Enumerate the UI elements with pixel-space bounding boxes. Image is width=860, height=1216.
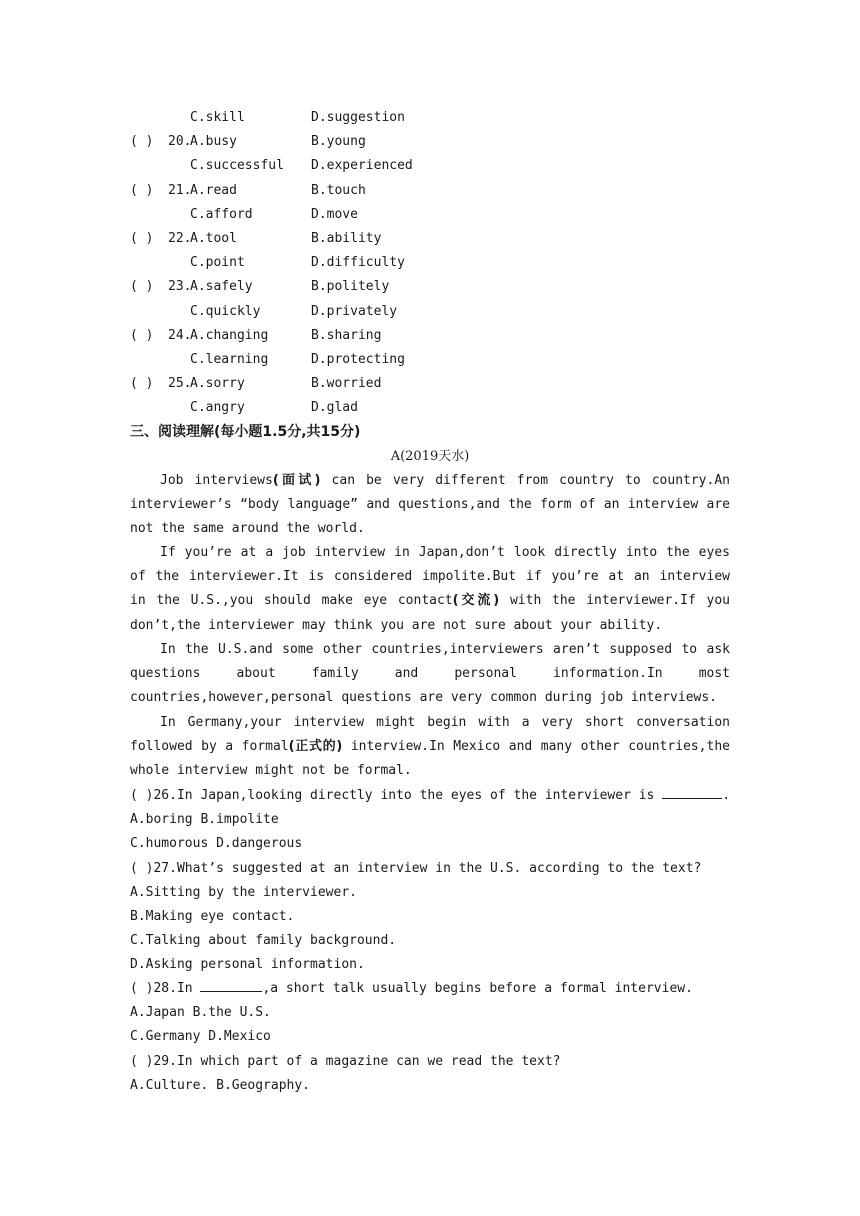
option-left: C.point [190,255,245,271]
option-left: A.read [190,182,237,198]
cloze-option-row [0,324,860,348]
passage-title: A(2019天水) [390,449,470,464]
cloze-option-row [0,179,860,203]
question-number: 21. [168,182,192,198]
cloze-option-row [0,275,860,299]
option-right: B.ability [311,231,382,246]
option-left: C.angry [190,400,245,416]
answer-bracket[interactable]: ( ) [130,182,154,198]
question-27: ( )27.What’s suggested at an interview in the U.S. according to the text? [130,861,702,876]
option-left: C.learning [190,352,269,367]
cloze-option-row [0,227,860,251]
cloze-option-row [0,106,860,130]
question-27-option-b: B.Making eye contact. [130,909,295,924]
question-26-options-1: A.boring B.impolite [130,812,279,827]
question-number: 24. [168,327,192,343]
paragraph-1-text: Job interviews [160,473,273,488]
question-27-option-c: C.Talking about family background. [130,933,397,948]
option-right: D.suggestion [311,110,405,125]
question-27-option-d: D.Asking personal information. [130,957,365,972]
option-right: D.move [311,206,358,222]
option-right: B.sharing [311,327,382,343]
section-title: 三、阅读理解(每小题1.5分,共15分) [130,424,361,440]
paragraph-3 [130,638,730,711]
cloze-option-row [0,396,860,420]
answer-bracket[interactable]: ( ) [130,376,154,392]
cloze-option-row [0,348,860,372]
paragraph-4-text-cont: interview.In Mexico and many other countries,the whole interview might not be formal. [130,739,730,779]
option-left: C.skill [190,110,245,125]
paragraph-2 [130,541,730,638]
option-right: D.glad [311,400,358,416]
question-28-options-2: C.Germany D.Mexico [130,1029,271,1044]
gloss-interview: (面试) [272,473,321,488]
question-28-end: ,a short talk usually begins before a formal interview. [262,981,693,996]
option-right: D.experienced [311,158,413,174]
option-left: C.quickly [190,303,261,319]
cloze-option-row [0,251,860,275]
paragraph-4-text: In Germany,your interview might begin with a very short conversation followed by a formal [130,715,730,755]
paragraph-2-text: If you’re at a job interview in Japan,don’t look directly into the eyes of the interviewer.It is considered impolite.But if you’re at an interview in the U.S.,you should make eye contact [130,545,730,609]
option-left: A.safely [190,279,253,295]
question-26 [130,784,730,808]
cloze-option-row [0,300,860,324]
option-right: D.privately [311,303,398,319]
gloss-formal: (正式的) [288,739,343,755]
option-right: B.young [311,134,366,150]
question-number: 23. [168,279,192,295]
question-number: 22. [168,231,192,246]
option-right: B.politely [311,279,390,295]
option-left: A.changing [190,327,269,343]
answer-bracket[interactable]: ( ) [130,134,154,150]
question-26-options-2: C.humorous D.dangerous [130,836,303,851]
option-left: C.afford [190,206,253,222]
cloze-option-row [0,372,860,396]
question-26-stem: ( )26.In Japan,looking directly into the eyes of the interviewer is [130,788,663,803]
option-left: A.tool [190,231,237,246]
paragraph-1-text-cont: can be very different from country to country.An interviewer’s “body language” and questions,and the form of an interview are not the same around the world. [130,473,730,537]
answer-bracket[interactable]: ( ) [130,231,154,246]
question-28-options-1: A.Japan B.the U.S. [130,1005,271,1020]
option-right: B.touch [311,182,366,198]
question-29-options-1: A.Culture. B.Geography. [130,1078,311,1093]
option-left: C.successful [190,158,284,174]
question-28 [130,977,693,1001]
paragraph-3-text: In the U.S.and some other countries,interviewers aren’t supposed to ask questions about family and personal information.In most countries,however,personal questions are very common during job interviews. [130,642,730,706]
answer-bracket[interactable]: ( ) [130,327,154,343]
paragraph-2-text-cont: with the interviewer.If you don’t,the interviewer may think you are not sure about your ability. [130,593,730,633]
option-right: D.difficulty [311,255,405,271]
question-27-option-a: A.Sitting by the interviewer. [130,885,357,900]
cloze-option-row [0,154,860,178]
question-number: 25. [168,376,192,392]
answer-blank-28[interactable] [200,977,262,992]
paragraph-4 [130,711,730,784]
answer-blank-26[interactable] [662,784,722,799]
paragraph-1 [130,469,730,542]
option-right: D.protecting [311,352,405,367]
option-left: A.sorry [190,376,245,392]
option-right: B.worried [311,376,382,392]
cloze-option-row [0,130,860,154]
cloze-option-row [0,203,860,227]
option-left: A.busy [190,134,237,150]
gloss-contact: (交流) [452,593,500,609]
question-28-stem: ( )28.In [130,981,201,996]
answer-bracket[interactable]: ( ) [130,279,154,295]
question-number: 20. [168,134,192,150]
question-26-end: . [722,788,731,803]
question-29: ( )29.In which part of a magazine can we read the text? [130,1054,561,1069]
